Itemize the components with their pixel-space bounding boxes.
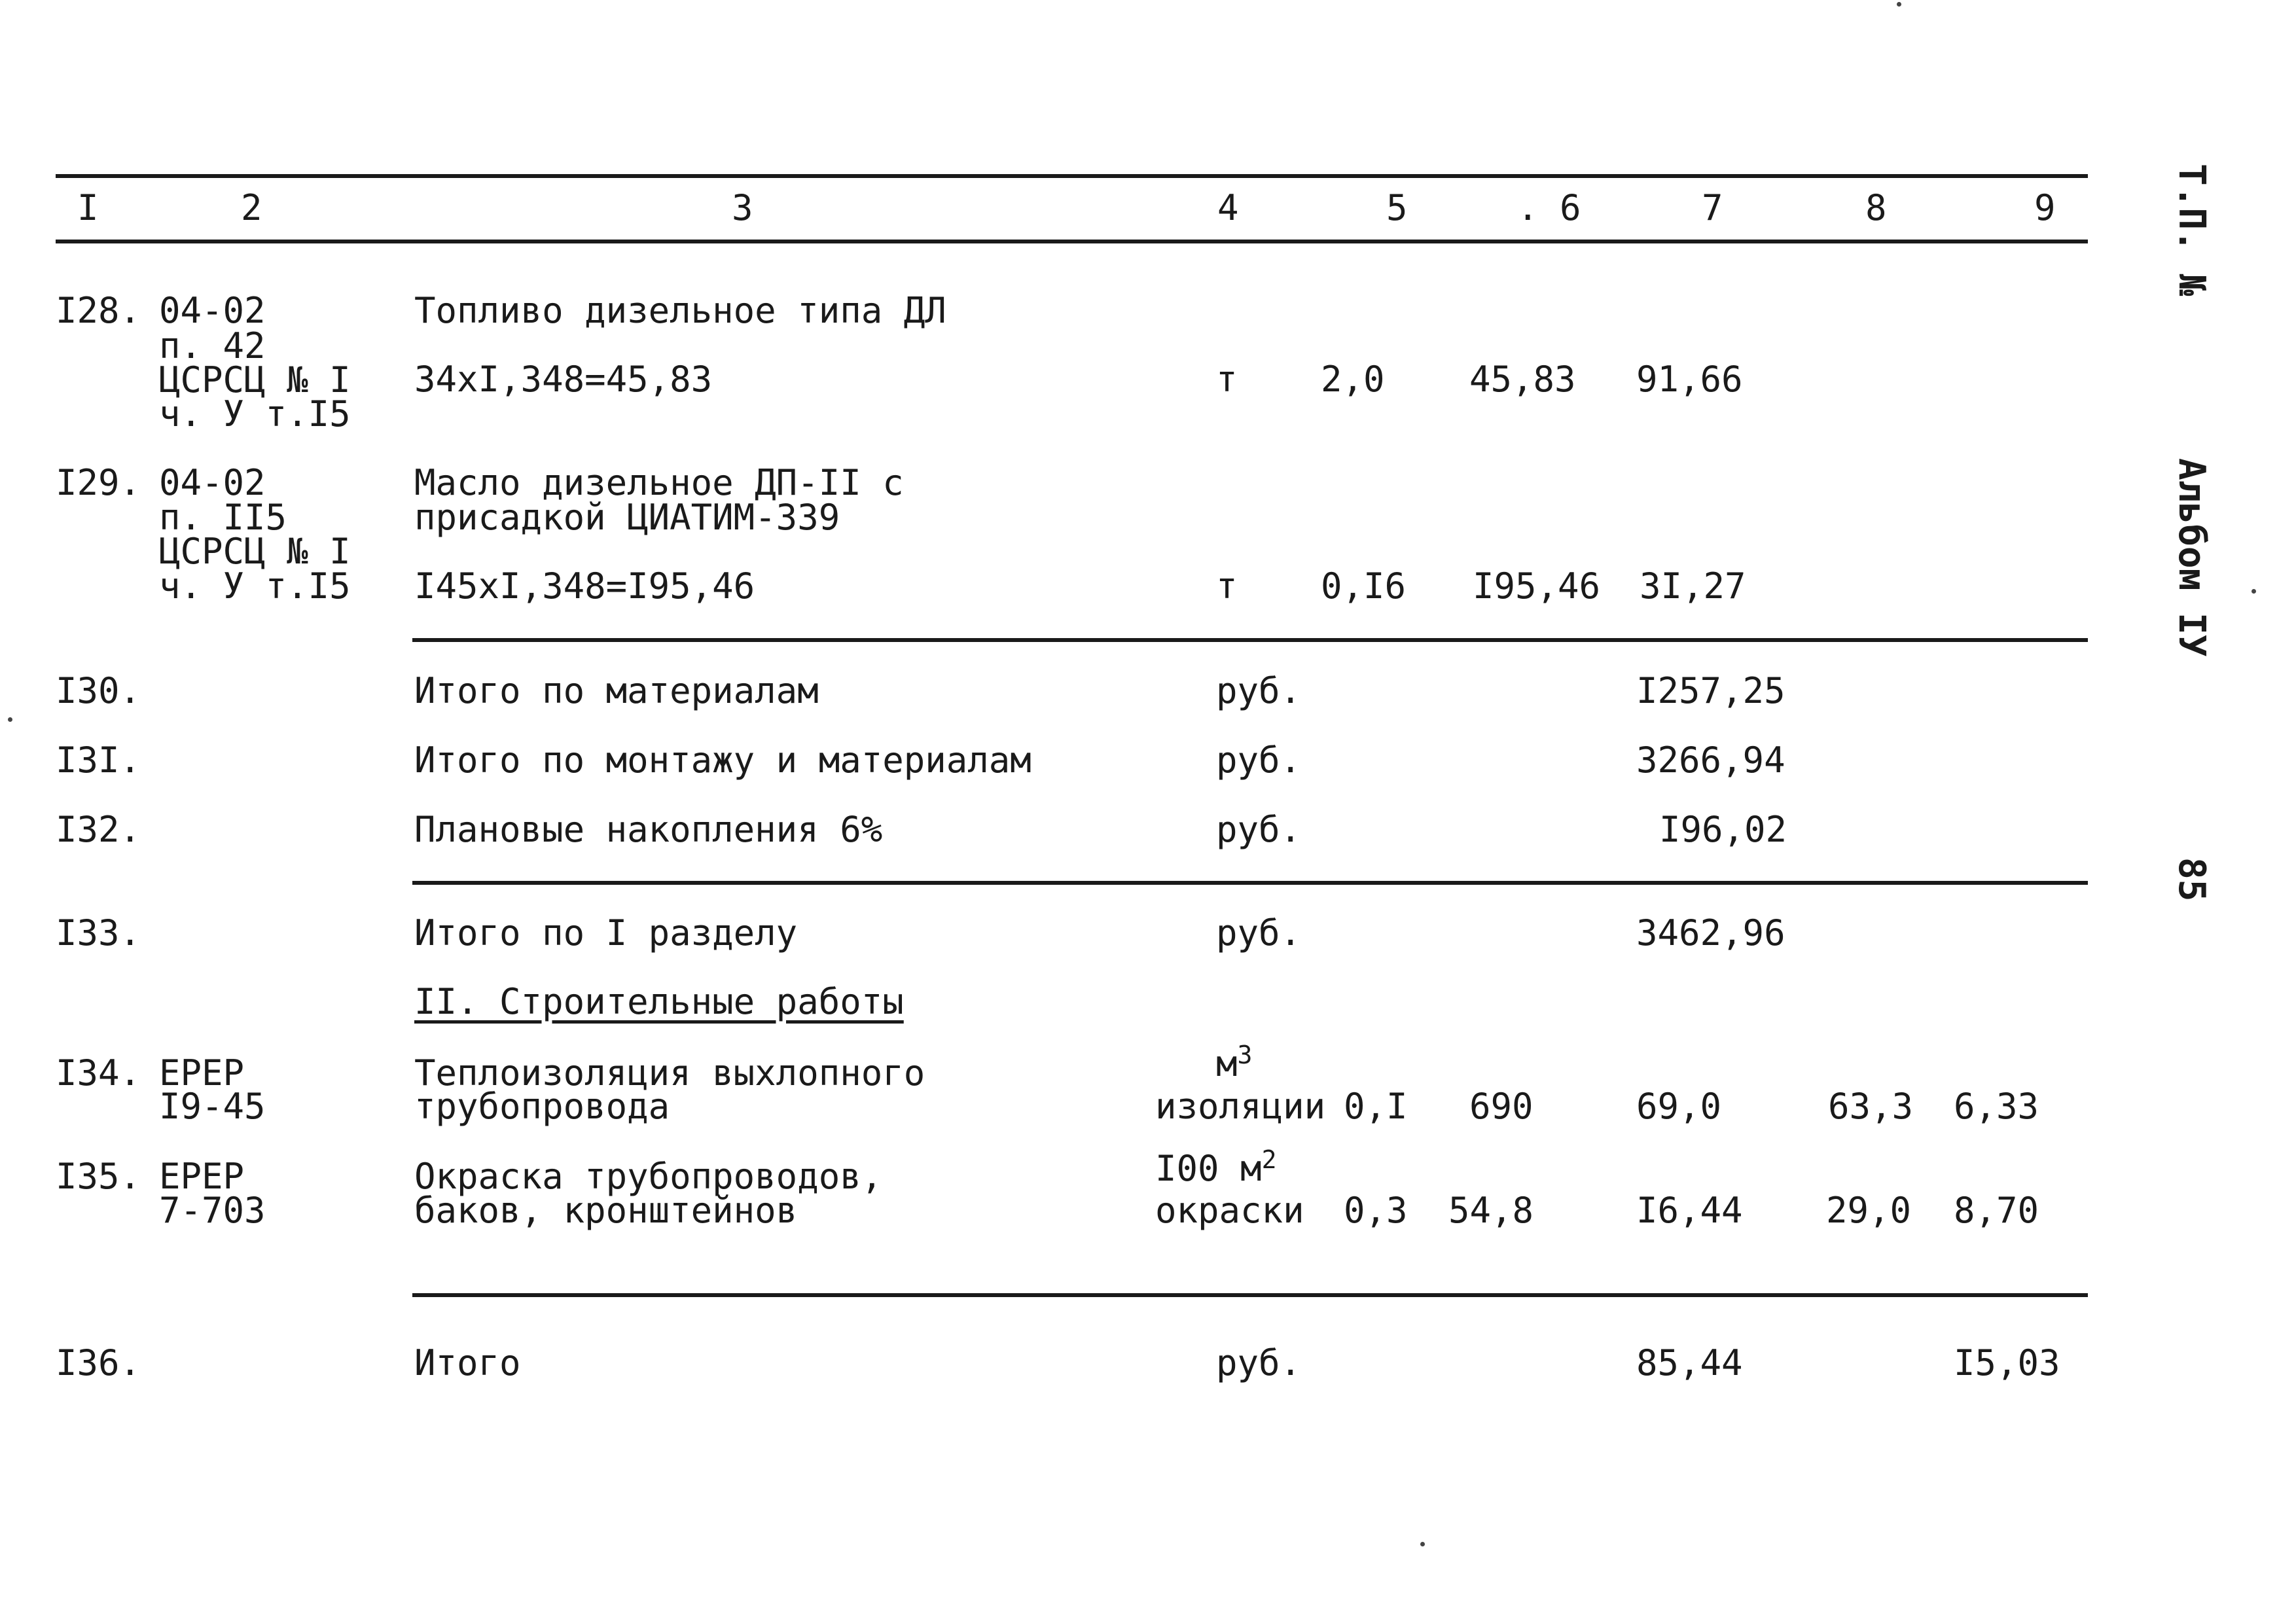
row-code-line: 7-703 xyxy=(159,1190,266,1231)
row-code-line: ЕРЕР xyxy=(159,1052,245,1094)
side-label-album: Альбом IУ xyxy=(2170,458,2213,657)
row-number: I36. xyxy=(56,1342,141,1383)
row-number: I3I. xyxy=(56,740,141,781)
row-description: Теплоизоляция выхлопного xyxy=(414,1052,925,1094)
row-unit: т xyxy=(1216,359,1238,400)
row-unit-price: 690 xyxy=(1469,1086,1534,1127)
row-description: присадкой ЦИАТИМ-339 xyxy=(414,497,840,538)
header-top-rule xyxy=(56,174,2088,178)
section-rule xyxy=(412,638,2088,642)
row-unit: руб. xyxy=(1216,912,1302,954)
row-total: 3I,27 xyxy=(1640,565,1746,607)
scan-speck xyxy=(1897,2,1901,7)
row-unit: $м^3$ xyxy=(1216,1041,1253,1084)
row-col8: 63,3 xyxy=(1828,1086,1914,1127)
row-unit: т xyxy=(1216,565,1238,607)
row-unit: руб. xyxy=(1216,740,1302,781)
row-total: 69,0 xyxy=(1636,1086,1722,1127)
section-rule xyxy=(412,881,2088,885)
row-code-line: ЦСРСЦ № I xyxy=(159,359,351,401)
row-quantity: 0,3 xyxy=(1344,1190,1408,1231)
row-description: Окраска трубопроводов, xyxy=(414,1156,883,1197)
row-total: 91,66 xyxy=(1636,359,1743,400)
row-number: I34. xyxy=(56,1052,141,1094)
row-calculation: 34хI,348=45,83 xyxy=(414,359,713,400)
column-header-8: 8 xyxy=(1865,187,1887,228)
side-label-tp: Т.П. № xyxy=(2170,164,2213,296)
row-code-line: ЕРЕР xyxy=(159,1156,245,1197)
row-col9: 6,33 xyxy=(1954,1086,2039,1127)
row-code-line: I9-45 xyxy=(159,1086,266,1127)
row-col9: 8,70 xyxy=(1954,1190,2039,1231)
row-description: Итого xyxy=(414,1342,521,1383)
row-total: 3266,94 xyxy=(1636,740,1785,781)
row-description: Итого по I разделу xyxy=(414,912,798,954)
row-total: I96,02 xyxy=(1659,809,1787,850)
row-code-line: ЦСРСЦ № I xyxy=(159,531,351,572)
row-quantity: 2,0 xyxy=(1321,359,1385,400)
row-unit: руб. xyxy=(1216,1342,1302,1383)
row-total: 3462,96 xyxy=(1636,912,1785,954)
row-number: I33. xyxy=(56,912,141,954)
column-header-9: 9 xyxy=(2034,187,2056,228)
row-code-line: п. II5 xyxy=(159,497,287,538)
row-code-line: 04-02 xyxy=(159,290,266,331)
row-unit: I00 $м^2$ xyxy=(1155,1145,1277,1189)
row-number: I32. xyxy=(56,809,141,850)
scan-speck xyxy=(1420,1542,1425,1546)
column-header-5: 5 xyxy=(1386,187,1408,228)
row-unit-price: 54,8 xyxy=(1448,1190,1534,1231)
section-heading: II. Строительные работы xyxy=(414,981,904,1022)
row-calculation: I45хI,348=I95,46 xyxy=(414,565,755,607)
row-total: 85,44 xyxy=(1636,1342,1743,1383)
row-col9: I5,03 xyxy=(1954,1342,2060,1383)
row-description: баков, кронштейнов xyxy=(414,1190,798,1231)
row-code-line: ч. У т.I5 xyxy=(159,393,351,435)
row-code-line: п. 42 xyxy=(159,325,266,366)
row-description: трубопровода xyxy=(414,1086,670,1127)
row-code-line: ч. У т.I5 xyxy=(159,565,351,607)
row-unit: руб. xyxy=(1216,809,1302,850)
row-description: Топливо дизельное типа ДЛ xyxy=(414,290,946,331)
column-header-2: 2 xyxy=(241,187,262,228)
row-number: I28. xyxy=(56,290,141,331)
scan-speck xyxy=(8,717,12,722)
row-description: Масло дизельное ДП-II с xyxy=(414,462,904,503)
row-total: I6,44 xyxy=(1636,1190,1743,1231)
scan-speck xyxy=(2251,589,2256,594)
section-rule xyxy=(412,1293,2088,1297)
row-unit-qualifier: изоляции xyxy=(1155,1086,1326,1127)
row-description: Итого по материалам xyxy=(414,670,819,711)
column-header-1: I xyxy=(77,187,99,228)
row-unit-price: I95,46 xyxy=(1473,565,1601,607)
row-total: I257,25 xyxy=(1636,670,1785,711)
column-header-6: . 6 xyxy=(1517,187,1581,228)
row-description: Итого по монтажу и материалам xyxy=(414,740,1031,781)
row-quantity: 0,I xyxy=(1344,1086,1408,1127)
column-header-4: 4 xyxy=(1217,187,1239,228)
row-number: I29. xyxy=(56,462,141,503)
side-label-page-number: 85 xyxy=(2170,857,2213,902)
column-header-3: 3 xyxy=(732,187,753,228)
column-header-7: 7 xyxy=(1702,187,1723,228)
row-description: Плановые накопления 6% xyxy=(414,809,883,850)
row-code-line: 04-02 xyxy=(159,462,266,503)
row-unit: руб. xyxy=(1216,670,1302,711)
header-bottom-rule xyxy=(56,240,2088,243)
row-unit-price: 45,83 xyxy=(1469,359,1576,400)
row-number: I30. xyxy=(56,670,141,711)
row-col8: 29,0 xyxy=(1826,1190,1912,1231)
row-unit-qualifier: окраски xyxy=(1155,1190,1304,1231)
row-number: I35. xyxy=(56,1156,141,1197)
row-quantity: 0,I6 xyxy=(1321,565,1407,607)
